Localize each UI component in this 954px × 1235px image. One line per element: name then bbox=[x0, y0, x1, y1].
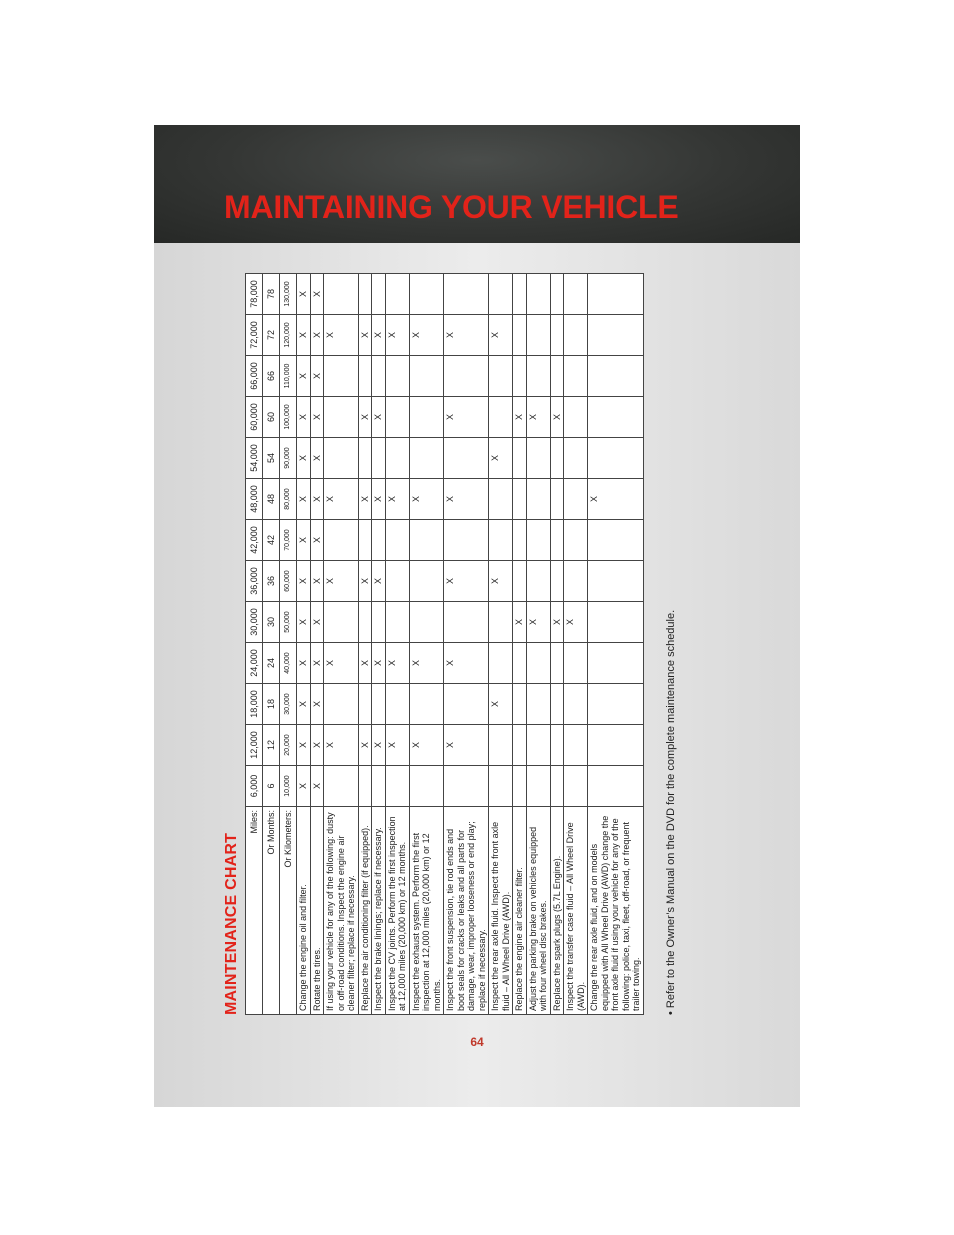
header-months-value: 66 bbox=[263, 356, 280, 397]
manual-page bbox=[154, 125, 800, 1107]
service-mark: X bbox=[310, 725, 324, 766]
service-mark bbox=[550, 274, 564, 315]
service-mark bbox=[513, 438, 527, 479]
header-kilometers-value: 20,000 bbox=[280, 725, 297, 766]
service-mark bbox=[358, 438, 372, 479]
service-mark: X bbox=[358, 643, 372, 684]
header-kilometers-value: 60,000 bbox=[280, 561, 297, 602]
service-mark: X bbox=[297, 274, 311, 315]
service-mark bbox=[550, 766, 564, 807]
service-mark bbox=[385, 274, 409, 315]
service-mark: X bbox=[310, 602, 324, 643]
header-miles-label: Miles: bbox=[246, 807, 263, 1015]
service-mark bbox=[385, 438, 409, 479]
service-mark: X bbox=[297, 315, 311, 356]
header-months bbox=[263, 274, 280, 1015]
service-mark: X bbox=[297, 602, 311, 643]
service-mark bbox=[564, 315, 588, 356]
service-mark: X bbox=[444, 479, 489, 520]
table-row bbox=[385, 274, 409, 1015]
service-mark: X bbox=[513, 602, 527, 643]
service-mark: X bbox=[324, 315, 359, 356]
service-mark: X bbox=[564, 602, 588, 643]
header-kilometers-value: 110,000 bbox=[280, 356, 297, 397]
service-mark bbox=[588, 561, 644, 602]
service-mark bbox=[372, 602, 386, 643]
service-mark: X bbox=[489, 438, 513, 479]
service-mark bbox=[550, 561, 564, 602]
service-mark bbox=[550, 315, 564, 356]
service-mark bbox=[550, 725, 564, 766]
service-mark bbox=[550, 520, 564, 561]
service-mark: X bbox=[550, 602, 564, 643]
service-mark bbox=[358, 274, 372, 315]
service-mark bbox=[444, 602, 489, 643]
service-mark: X bbox=[324, 561, 359, 602]
service-mark: X bbox=[588, 479, 644, 520]
service-mark bbox=[526, 356, 550, 397]
service-mark bbox=[588, 725, 644, 766]
service-mark bbox=[513, 766, 527, 807]
maintenance-task: Replace the engine air cleaner filter. bbox=[513, 807, 527, 1015]
service-mark: X bbox=[372, 315, 386, 356]
table-row bbox=[310, 274, 324, 1015]
service-mark bbox=[513, 479, 527, 520]
header-kilometers bbox=[280, 274, 297, 1015]
service-mark bbox=[372, 684, 386, 725]
service-mark bbox=[444, 356, 489, 397]
service-mark bbox=[372, 274, 386, 315]
service-mark bbox=[409, 438, 444, 479]
service-mark: X bbox=[385, 479, 409, 520]
header-months-value: 6 bbox=[263, 766, 280, 807]
service-mark bbox=[489, 397, 513, 438]
service-mark: X bbox=[310, 397, 324, 438]
table-row bbox=[444, 274, 489, 1015]
maintenance-task: Inspect the rear axle fluid. Inspect the front axle fluid – All Wheel Drive (AWD). bbox=[489, 807, 513, 1015]
service-mark bbox=[588, 643, 644, 684]
maintenance-task: Inspect the transfer case fluid – All Wheel Drive (AWD). bbox=[564, 807, 588, 1015]
header-kilometers-value: 100,000 bbox=[280, 397, 297, 438]
service-mark: X bbox=[513, 397, 527, 438]
service-mark bbox=[444, 766, 489, 807]
service-mark: X bbox=[310, 479, 324, 520]
header-miles-value: 66,000 bbox=[246, 356, 263, 397]
service-mark bbox=[409, 602, 444, 643]
service-mark bbox=[489, 274, 513, 315]
service-mark bbox=[444, 274, 489, 315]
header-banner bbox=[154, 125, 800, 243]
service-mark bbox=[550, 684, 564, 725]
service-mark: X bbox=[444, 561, 489, 602]
note-text: • Refer to the Owner’s Manual on the DVD for the complete maintenance schedule. bbox=[665, 609, 677, 1015]
service-mark bbox=[550, 479, 564, 520]
service-mark bbox=[444, 438, 489, 479]
service-mark bbox=[358, 684, 372, 725]
service-mark bbox=[385, 766, 409, 807]
service-mark bbox=[564, 520, 588, 561]
service-mark bbox=[588, 397, 644, 438]
header-kilometers-value: 40,000 bbox=[280, 643, 297, 684]
maintenance-task: Inspect the CV joints. Perform the first inspection at 12,000 miles (20,000 km) or 12 months. bbox=[385, 807, 409, 1015]
service-mark bbox=[324, 397, 359, 438]
service-mark bbox=[409, 520, 444, 561]
service-mark bbox=[324, 520, 359, 561]
service-mark bbox=[588, 766, 644, 807]
header-miles-value: 72,000 bbox=[246, 315, 263, 356]
table-row bbox=[358, 274, 372, 1015]
service-mark bbox=[513, 315, 527, 356]
service-mark: X bbox=[385, 725, 409, 766]
header-kilometers-label: Or Kilometers: bbox=[280, 807, 297, 1015]
header-months-value: 12 bbox=[263, 725, 280, 766]
service-mark bbox=[588, 602, 644, 643]
service-mark: X bbox=[310, 684, 324, 725]
table-row bbox=[550, 274, 564, 1015]
service-mark: X bbox=[324, 479, 359, 520]
header-months-value: 54 bbox=[263, 438, 280, 479]
service-mark bbox=[526, 766, 550, 807]
service-mark bbox=[550, 356, 564, 397]
maintenance-task: Change the engine oil and filter. bbox=[297, 807, 311, 1015]
header-miles-value: 18,000 bbox=[246, 684, 263, 725]
service-mark: X bbox=[372, 725, 386, 766]
service-mark bbox=[324, 356, 359, 397]
service-mark: X bbox=[310, 766, 324, 807]
header-kilometers-value: 80,000 bbox=[280, 479, 297, 520]
service-mark: X bbox=[358, 315, 372, 356]
service-mark bbox=[564, 725, 588, 766]
service-mark: X bbox=[358, 397, 372, 438]
service-mark bbox=[526, 561, 550, 602]
table-row bbox=[324, 274, 359, 1015]
maintenance-task: If using your vehicle for any of the following: dusty or off-road conditions. Inspect the engine air cleaner filter; replace if necessary. bbox=[324, 807, 359, 1015]
service-mark bbox=[409, 766, 444, 807]
maintenance-task: Replace the air conditioning filter (if equipped). bbox=[358, 807, 372, 1015]
service-mark: X bbox=[310, 315, 324, 356]
service-mark: X bbox=[526, 397, 550, 438]
header-kilometers-value: 90,000 bbox=[280, 438, 297, 479]
service-mark: X bbox=[372, 479, 386, 520]
header-months-label: Or Months: bbox=[263, 807, 280, 1015]
maintenance-task: Inspect the brake linings; replace if necessary. bbox=[372, 807, 386, 1015]
service-mark bbox=[385, 602, 409, 643]
header-months-value: 78 bbox=[263, 274, 280, 315]
header-kilometers-value: 130,000 bbox=[280, 274, 297, 315]
header-miles-value: 78,000 bbox=[246, 274, 263, 315]
service-mark bbox=[564, 684, 588, 725]
service-mark bbox=[385, 356, 409, 397]
service-mark bbox=[489, 766, 513, 807]
service-mark bbox=[324, 766, 359, 807]
service-mark bbox=[385, 684, 409, 725]
service-mark bbox=[372, 438, 386, 479]
table-row bbox=[372, 274, 386, 1015]
service-mark: X bbox=[444, 643, 489, 684]
service-mark bbox=[372, 356, 386, 397]
service-mark: X bbox=[297, 561, 311, 602]
service-mark bbox=[489, 643, 513, 684]
service-mark bbox=[513, 561, 527, 602]
header-months-value: 72 bbox=[263, 315, 280, 356]
header-kilometers-value: 10,000 bbox=[280, 766, 297, 807]
header-kilometers-value: 70,000 bbox=[280, 520, 297, 561]
service-mark bbox=[444, 684, 489, 725]
service-mark: X bbox=[310, 438, 324, 479]
service-mark bbox=[588, 274, 644, 315]
service-mark: X bbox=[526, 602, 550, 643]
service-mark bbox=[385, 561, 409, 602]
service-mark bbox=[489, 520, 513, 561]
header-months-value: 30 bbox=[263, 602, 280, 643]
maintenance-chart-table bbox=[245, 273, 644, 1015]
table-row bbox=[588, 274, 644, 1015]
service-mark: X bbox=[409, 479, 444, 520]
service-mark bbox=[526, 684, 550, 725]
service-mark bbox=[409, 274, 444, 315]
header-miles bbox=[246, 274, 263, 1015]
service-mark bbox=[489, 356, 513, 397]
service-mark bbox=[588, 438, 644, 479]
service-mark bbox=[489, 602, 513, 643]
header-miles-value: 6,000 bbox=[246, 766, 263, 807]
header-months-value: 60 bbox=[263, 397, 280, 438]
service-mark: X bbox=[297, 438, 311, 479]
table-row bbox=[564, 274, 588, 1015]
service-mark: X bbox=[358, 479, 372, 520]
service-mark: X bbox=[297, 684, 311, 725]
service-mark bbox=[526, 438, 550, 479]
service-mark bbox=[409, 561, 444, 602]
header-miles-value: 12,000 bbox=[246, 725, 263, 766]
service-mark: X bbox=[444, 725, 489, 766]
header-months-value: 42 bbox=[263, 520, 280, 561]
service-mark bbox=[564, 643, 588, 684]
service-mark bbox=[358, 356, 372, 397]
service-mark: X bbox=[310, 520, 324, 561]
service-mark bbox=[513, 684, 527, 725]
maintenance-task: Replace the spark plugs (5.7L Engine). bbox=[550, 807, 564, 1015]
header-months-value: 36 bbox=[263, 561, 280, 602]
service-mark bbox=[588, 684, 644, 725]
service-mark: X bbox=[489, 684, 513, 725]
service-mark bbox=[513, 274, 527, 315]
service-mark bbox=[526, 725, 550, 766]
service-mark bbox=[588, 356, 644, 397]
service-mark bbox=[564, 766, 588, 807]
header-miles-value: 30,000 bbox=[246, 602, 263, 643]
service-mark bbox=[564, 479, 588, 520]
service-mark: X bbox=[310, 643, 324, 684]
service-mark bbox=[324, 602, 359, 643]
service-mark: X bbox=[297, 643, 311, 684]
service-mark bbox=[526, 643, 550, 684]
service-mark: X bbox=[550, 397, 564, 438]
service-mark bbox=[409, 684, 444, 725]
table-row bbox=[526, 274, 550, 1015]
service-mark bbox=[372, 520, 386, 561]
service-mark bbox=[550, 438, 564, 479]
maintenance-task: Rotate the tires. bbox=[310, 807, 324, 1015]
service-mark bbox=[564, 561, 588, 602]
table-row bbox=[409, 274, 444, 1015]
service-mark: X bbox=[310, 561, 324, 602]
header-months-value: 18 bbox=[263, 684, 280, 725]
service-mark bbox=[324, 274, 359, 315]
header-months-value: 24 bbox=[263, 643, 280, 684]
service-mark: X bbox=[297, 397, 311, 438]
service-mark: X bbox=[444, 315, 489, 356]
service-mark: X bbox=[310, 356, 324, 397]
service-mark bbox=[588, 315, 644, 356]
service-mark bbox=[513, 520, 527, 561]
service-mark bbox=[588, 520, 644, 561]
service-mark: X bbox=[372, 397, 386, 438]
header-miles-value: 60,000 bbox=[246, 397, 263, 438]
service-mark bbox=[385, 397, 409, 438]
table-row bbox=[513, 274, 527, 1015]
table-row bbox=[297, 274, 311, 1015]
service-mark: X bbox=[358, 561, 372, 602]
header-miles-value: 48,000 bbox=[246, 479, 263, 520]
service-mark: X bbox=[489, 561, 513, 602]
service-mark bbox=[550, 643, 564, 684]
maintenance-task: Inspect the front suspension, tie rod ends and boot seals for cracks or leaks and all parts for damage, wear, improper looseness or end play; replace if necessary. bbox=[444, 807, 489, 1015]
service-mark: X bbox=[489, 315, 513, 356]
service-mark bbox=[409, 356, 444, 397]
service-mark: X bbox=[409, 315, 444, 356]
service-mark: X bbox=[372, 643, 386, 684]
service-mark: X bbox=[297, 479, 311, 520]
service-mark: X bbox=[297, 766, 311, 807]
service-mark: X bbox=[385, 315, 409, 356]
service-mark: X bbox=[310, 274, 324, 315]
header-kilometers-value: 50,000 bbox=[280, 602, 297, 643]
service-mark bbox=[358, 602, 372, 643]
service-mark bbox=[526, 479, 550, 520]
service-mark: X bbox=[372, 561, 386, 602]
service-mark: X bbox=[324, 643, 359, 684]
service-mark bbox=[564, 356, 588, 397]
header-miles-value: 36,000 bbox=[246, 561, 263, 602]
header-months-value: 48 bbox=[263, 479, 280, 520]
service-mark: X bbox=[358, 725, 372, 766]
service-mark bbox=[513, 725, 527, 766]
service-mark bbox=[526, 274, 550, 315]
header-miles-value: 24,000 bbox=[246, 643, 263, 684]
service-mark bbox=[526, 520, 550, 561]
header-miles-value: 42,000 bbox=[246, 520, 263, 561]
header-kilometers-value: 30,000 bbox=[280, 684, 297, 725]
rotated-content bbox=[217, 273, 697, 1015]
service-mark bbox=[358, 766, 372, 807]
service-mark bbox=[409, 397, 444, 438]
page-number: 64 bbox=[470, 1035, 484, 1049]
header-kilometers-value: 120,000 bbox=[280, 315, 297, 356]
service-mark bbox=[513, 356, 527, 397]
service-mark bbox=[372, 766, 386, 807]
section-title: MAINTENANCE CHART bbox=[223, 832, 240, 1015]
service-mark bbox=[489, 725, 513, 766]
service-mark: X bbox=[297, 520, 311, 561]
service-mark bbox=[324, 684, 359, 725]
page-title: MAINTAINING YOUR VEHICLE bbox=[224, 189, 679, 225]
service-mark bbox=[564, 438, 588, 479]
maintenance-task: Inspect the exhaust system. Perform the first inspection at 12,000 miles (20,000 km) or 12 months. bbox=[409, 807, 444, 1015]
service-mark bbox=[564, 274, 588, 315]
service-mark: X bbox=[385, 643, 409, 684]
table-row bbox=[489, 274, 513, 1015]
service-mark bbox=[513, 643, 527, 684]
service-mark: X bbox=[324, 725, 359, 766]
service-mark: X bbox=[409, 725, 444, 766]
service-mark bbox=[564, 397, 588, 438]
service-mark: X bbox=[444, 397, 489, 438]
maintenance-task: Change the rear axle fluid, and on models equipped with All Wheel Drive (AWD) change the front axle fluid if using your vehicle for any of the following: police, taxi, fleet, off-road, or frequent trailer towing. bbox=[588, 807, 644, 1015]
service-mark bbox=[324, 438, 359, 479]
service-mark: X bbox=[297, 725, 311, 766]
service-mark: X bbox=[409, 643, 444, 684]
maintenance-task: Adjust the parking brake on vehicles equipped with four wheel disc brakes. bbox=[526, 807, 550, 1015]
service-mark bbox=[489, 479, 513, 520]
service-mark bbox=[385, 520, 409, 561]
service-mark bbox=[358, 520, 372, 561]
service-mark bbox=[526, 315, 550, 356]
header-miles-value: 54,000 bbox=[246, 438, 263, 479]
service-mark: X bbox=[297, 356, 311, 397]
service-mark bbox=[444, 520, 489, 561]
